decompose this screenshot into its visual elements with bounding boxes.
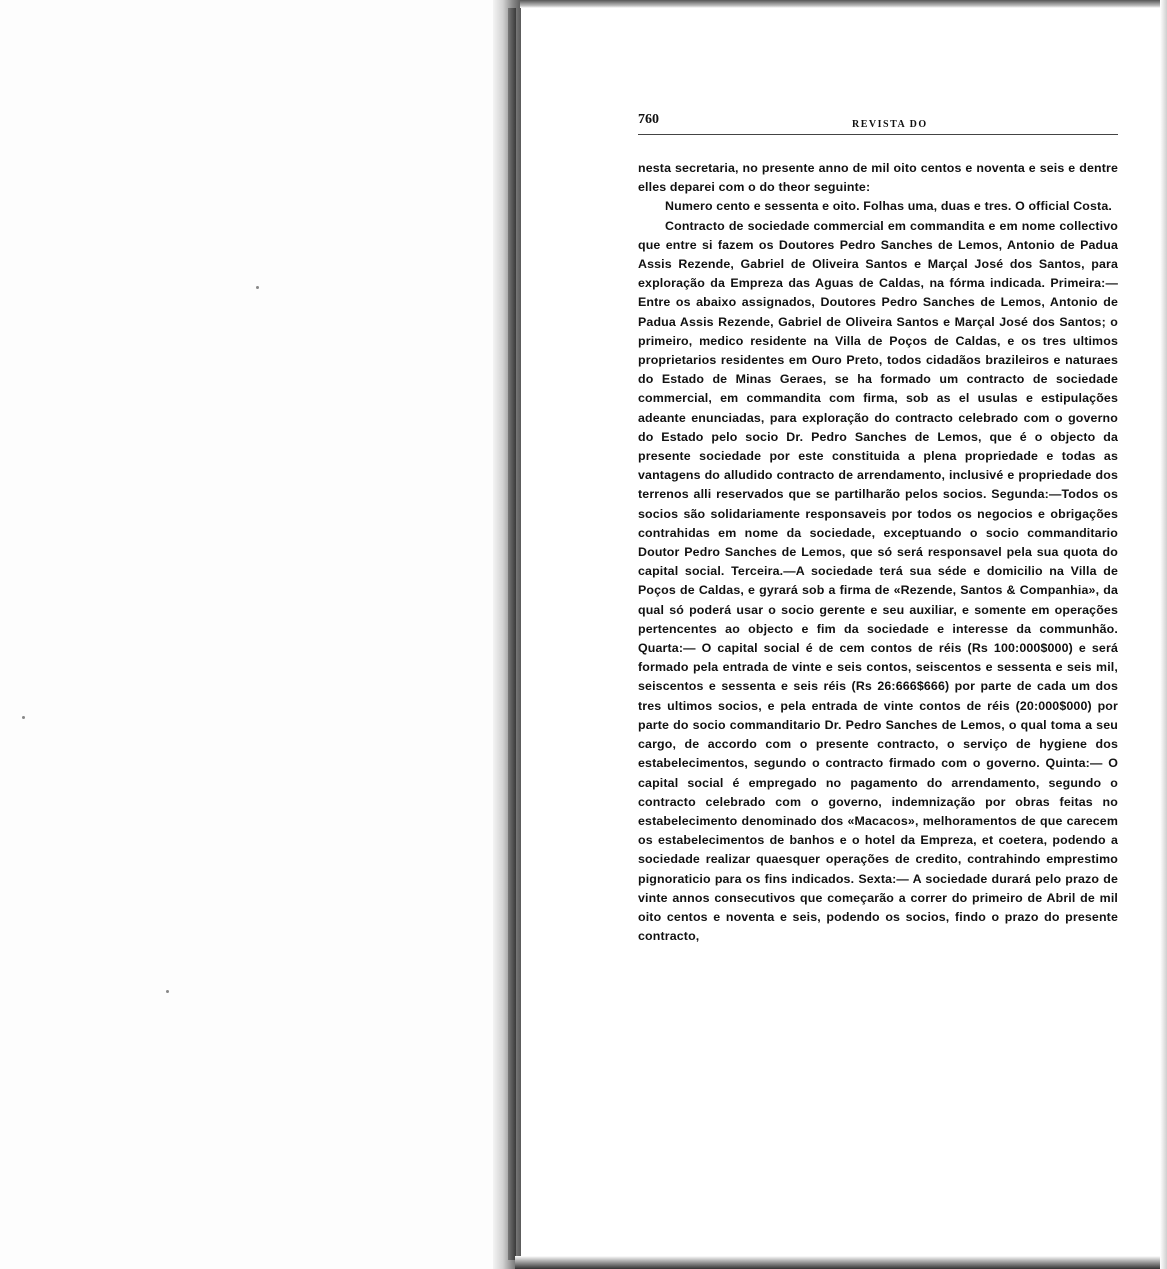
- page-number: 760: [638, 112, 659, 127]
- right-page: [638, 108, 1118, 946]
- page-top-edge: [520, 0, 1167, 8]
- paper-speck: [256, 286, 259, 289]
- body-text: [638, 159, 1118, 946]
- page-bottom-edge: [515, 1256, 1167, 1269]
- book-spine-shadow: [493, 0, 521, 1269]
- paragraph-registry-note: Numero cento e sessenta e oito. Folhas uma, duas e tres. O official Costa.: [665, 199, 1112, 214]
- blank-left-page: [0, 0, 493, 1269]
- running-head: REVISTA DO: [852, 119, 928, 130]
- paragraph-contract: Contracto de sociedade commercial em commandita e em nome collectivo que entre si fazem os Doutores Pedro Sanches de Lemos, Antonio de Padua Assis Rezende, Gabriel de Oliveira Santos e Marçal José dos Santos, para exploração da Empreza das Aguas de Caldas, na fórma indicada. Primeira:—Entre os abaixo assignados, Doutores Pedro Sanches de Lemos, Antonio de Padua Assis Rezende, Gabriel de Oliveira Santos e Marçal José dos Santos; o primeiro, medico residente na Villa de Poços de Caldas, e os tres ultimos proprietarios residentes em Ouro Preto, todos cidadãos brazileiros e naturaes do Estado de Minas Geraes, se ha formado um contracto de sociedade commercial, em commandita com firma, sob as el usulas e estipulações adeante enunciadas, para exploração do contracto celebrado com o governo do Estado pelo socio Dr. Pedro Sanches de Lemos, que é o objecto da presente sociedade por este constituida a plena propriedade e todas as vantagens do alludido contracto de arrendamento, inclusivé e propriedade dos terrenos alli reservados que se partilharão pelos socios. Segunda:—Todos os socios são solidariamente responsaveis por todos os negocios e obrigações contrahidas em nome da sociedade, exceptuando o socio commanditario Doutor Pedro Sanches de Lemos, que só será responsavel pela sua quota do capital social. Terceira.—A sociedade terá sua séde e domicilio na Villa de Poços de Caldas, e gyrará sob a firma de «Rezende, Santos & Companhia», da qual só poderá usar o socio gerente e seu auxiliar, e somente em operações pertencentes ao objecto e fim da sociedade e interesse da communhão. Quarta:— O capital social é de cem contos de réis (Rs 100:000$000) e será formado pela entrada de vinte e seis contos, seiscentos e sessenta e seis mil, seiscentos e sessenta e seis réis (Rs 26:666$666) por parte de cada um dos tres ultimos socios, e pela entrada de vinte contos de réis (20:000$000) por parte do socio commanditario Dr. Pedro Sanches de Lemos, o qual toma a seu cargo, de accordo com o presente contracto, o serviço de hygiene dos estabelecimentos, segundo o contracto firmado com o governo. Quinta:— O capital social é empregado no pagamento do arrendamento, segundo o contracto celebrado com o governo, indemnização por obras feitas no estabelecimento denominado dos «Macacos», melhoramentos de que carecem os estabelecimentos de banhos e o hotel da Empreza, et coetera, podendo a sociedade realizar quaesquer operações de credito, contrahindo emprestimo pignoraticio para os fins indicados. Sexta:— A sociedade durará pelo prazo de vinte annos consecutivos que começarão a correr do primeiro de Abril de mil oito centos e noventa e seis, podendo os socios, findo o prazo do presente contracto,: [638, 218, 1118, 944]
- paper-speck: [22, 716, 25, 719]
- book-gutter: [508, 8, 516, 1260]
- page-right-edge: [1160, 0, 1167, 1269]
- paragraph-intro: nesta secretaria, no presente anno de mil oito centos e noventa e seis e dentre elles deparei com o do theor seguinte:: [638, 161, 1118, 195]
- paper-speck: [166, 990, 169, 993]
- page-header: [638, 108, 1118, 135]
